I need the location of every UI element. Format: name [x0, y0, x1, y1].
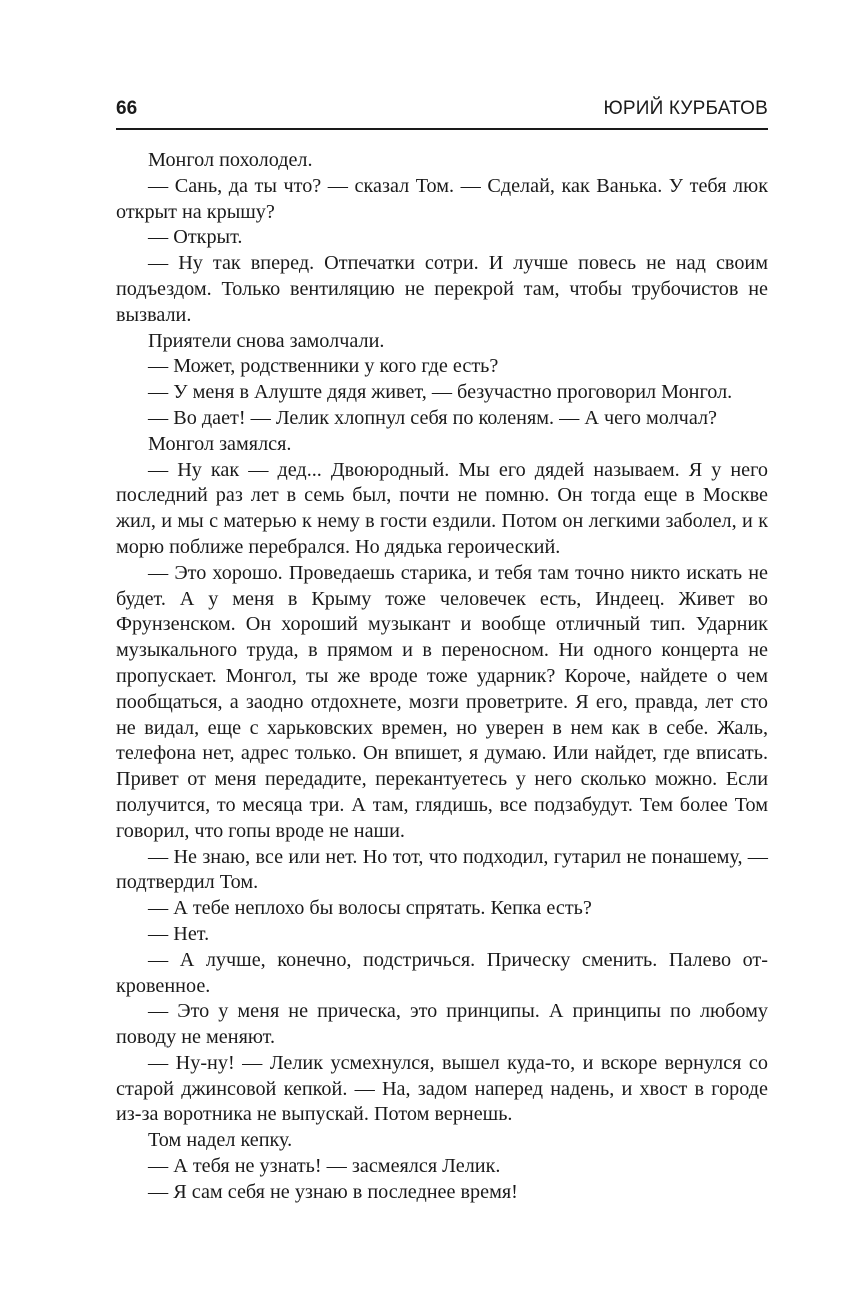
paragraph: — А тебя не узнать! — засмеялся Лелик. [148, 1155, 501, 1178]
paragraph: — Ну так вперед. Отпечатки сотри. И лучше повесь не над своим подъездом. Только вентиляцию не перекрой там, чтобы трубочистов не вызвали. [116, 252, 768, 326]
paragraph: — Открыт. [148, 226, 243, 249]
paragraph: — Во дает! — Лелик хлопнул себя по коленям. — А чего молчал? [148, 406, 718, 429]
paragraph: — Ну как — дед... Двоюродный. Мы его дядей называем. Я у него последний раз лет в семь был, почти не помню. Он тогда еще в Москве жил, и мы с матерью к нему в гости ездили. Потом он легкими заболел, и к морю поближе перебрался. Но дядька героический. [116, 458, 768, 558]
paragraph: — Это у меня не прическа, это принципы. А принципы по любому поводу не меняют. [116, 1000, 768, 1049]
paragraph: — У меня в Алуште дядя живет, — безучастно проговорил Монгол. [148, 381, 733, 404]
paragraph: — Это хорошо. Проведаешь старика, и тебя там точно никто искать не будет. А у меня в Крыму тоже человечек есть, Индеец. Живет во Фрунзенском. Он хороший музыкант и вообще отличный тип. Ударник музыкального труда, в прямом и в переносном. Ни одного концерта не пропускает. Монгол, ты же вроде тоже ударник? Короче, найдете о чем пообщаться, а заодно отдохнете, мозги проветрите. Я его, правда, лет сто не видал, еще с харьковских времен, но уверен в нем как в себе. Жаль, телефона нет, адрес только. Он впишет, я думаю. Или найдет, где вписать. Привет от меня передадите, перекантуетесь у него сколько можно. Если получится, то месяца три. А там, глядишь, все подзабудут. Тем более Том говорил, что гопы вроде не наши. [116, 561, 768, 842]
paragraph: — Ну-ну! — Лелик усмехнулся, вышел куда-то, и вскоре вернулся со старой джинсовой кепкой. — На, задом наперед надень, и хвост в городе из-за воротника не выпускай. Потом вернешь. [116, 1051, 768, 1126]
body-text [116, 148, 768, 1206]
paragraph: — А тебе неплохо бы волосы спрятать. Кепка есть? [148, 897, 592, 920]
paragraph: Приятели снова замолчали. [148, 329, 385, 352]
paragraph: — Не знаю, все или нет. Но тот, что подходил, гутарил не понашему, — подтвердил Том. [116, 845, 768, 894]
paragraph: — Сань, да ты что? — сказал Том. — Сделай, как Ванька. У тебя люк открыт на крышу? [116, 174, 768, 223]
paragraph: — Нет. [148, 922, 210, 945]
paragraph: — Может, родственники у кого где есть? [148, 355, 499, 378]
paragraph: Монгол замялся. [148, 432, 292, 455]
paragraph: Монгол похолодел. [148, 149, 313, 171]
paragraph: — А лучше, конечно, подстричься. Прическу сменить. Палево откровенное. [116, 948, 768, 997]
page-header [116, 96, 768, 130]
paragraph: Том надел кепку. [148, 1129, 293, 1152]
paragraph: — Я сам себя не узнаю в последнее время! [148, 1180, 518, 1203]
running-head-author: ЮРИЙ КУРБАТОВ [603, 98, 768, 119]
page-number: 66 [116, 98, 138, 119]
